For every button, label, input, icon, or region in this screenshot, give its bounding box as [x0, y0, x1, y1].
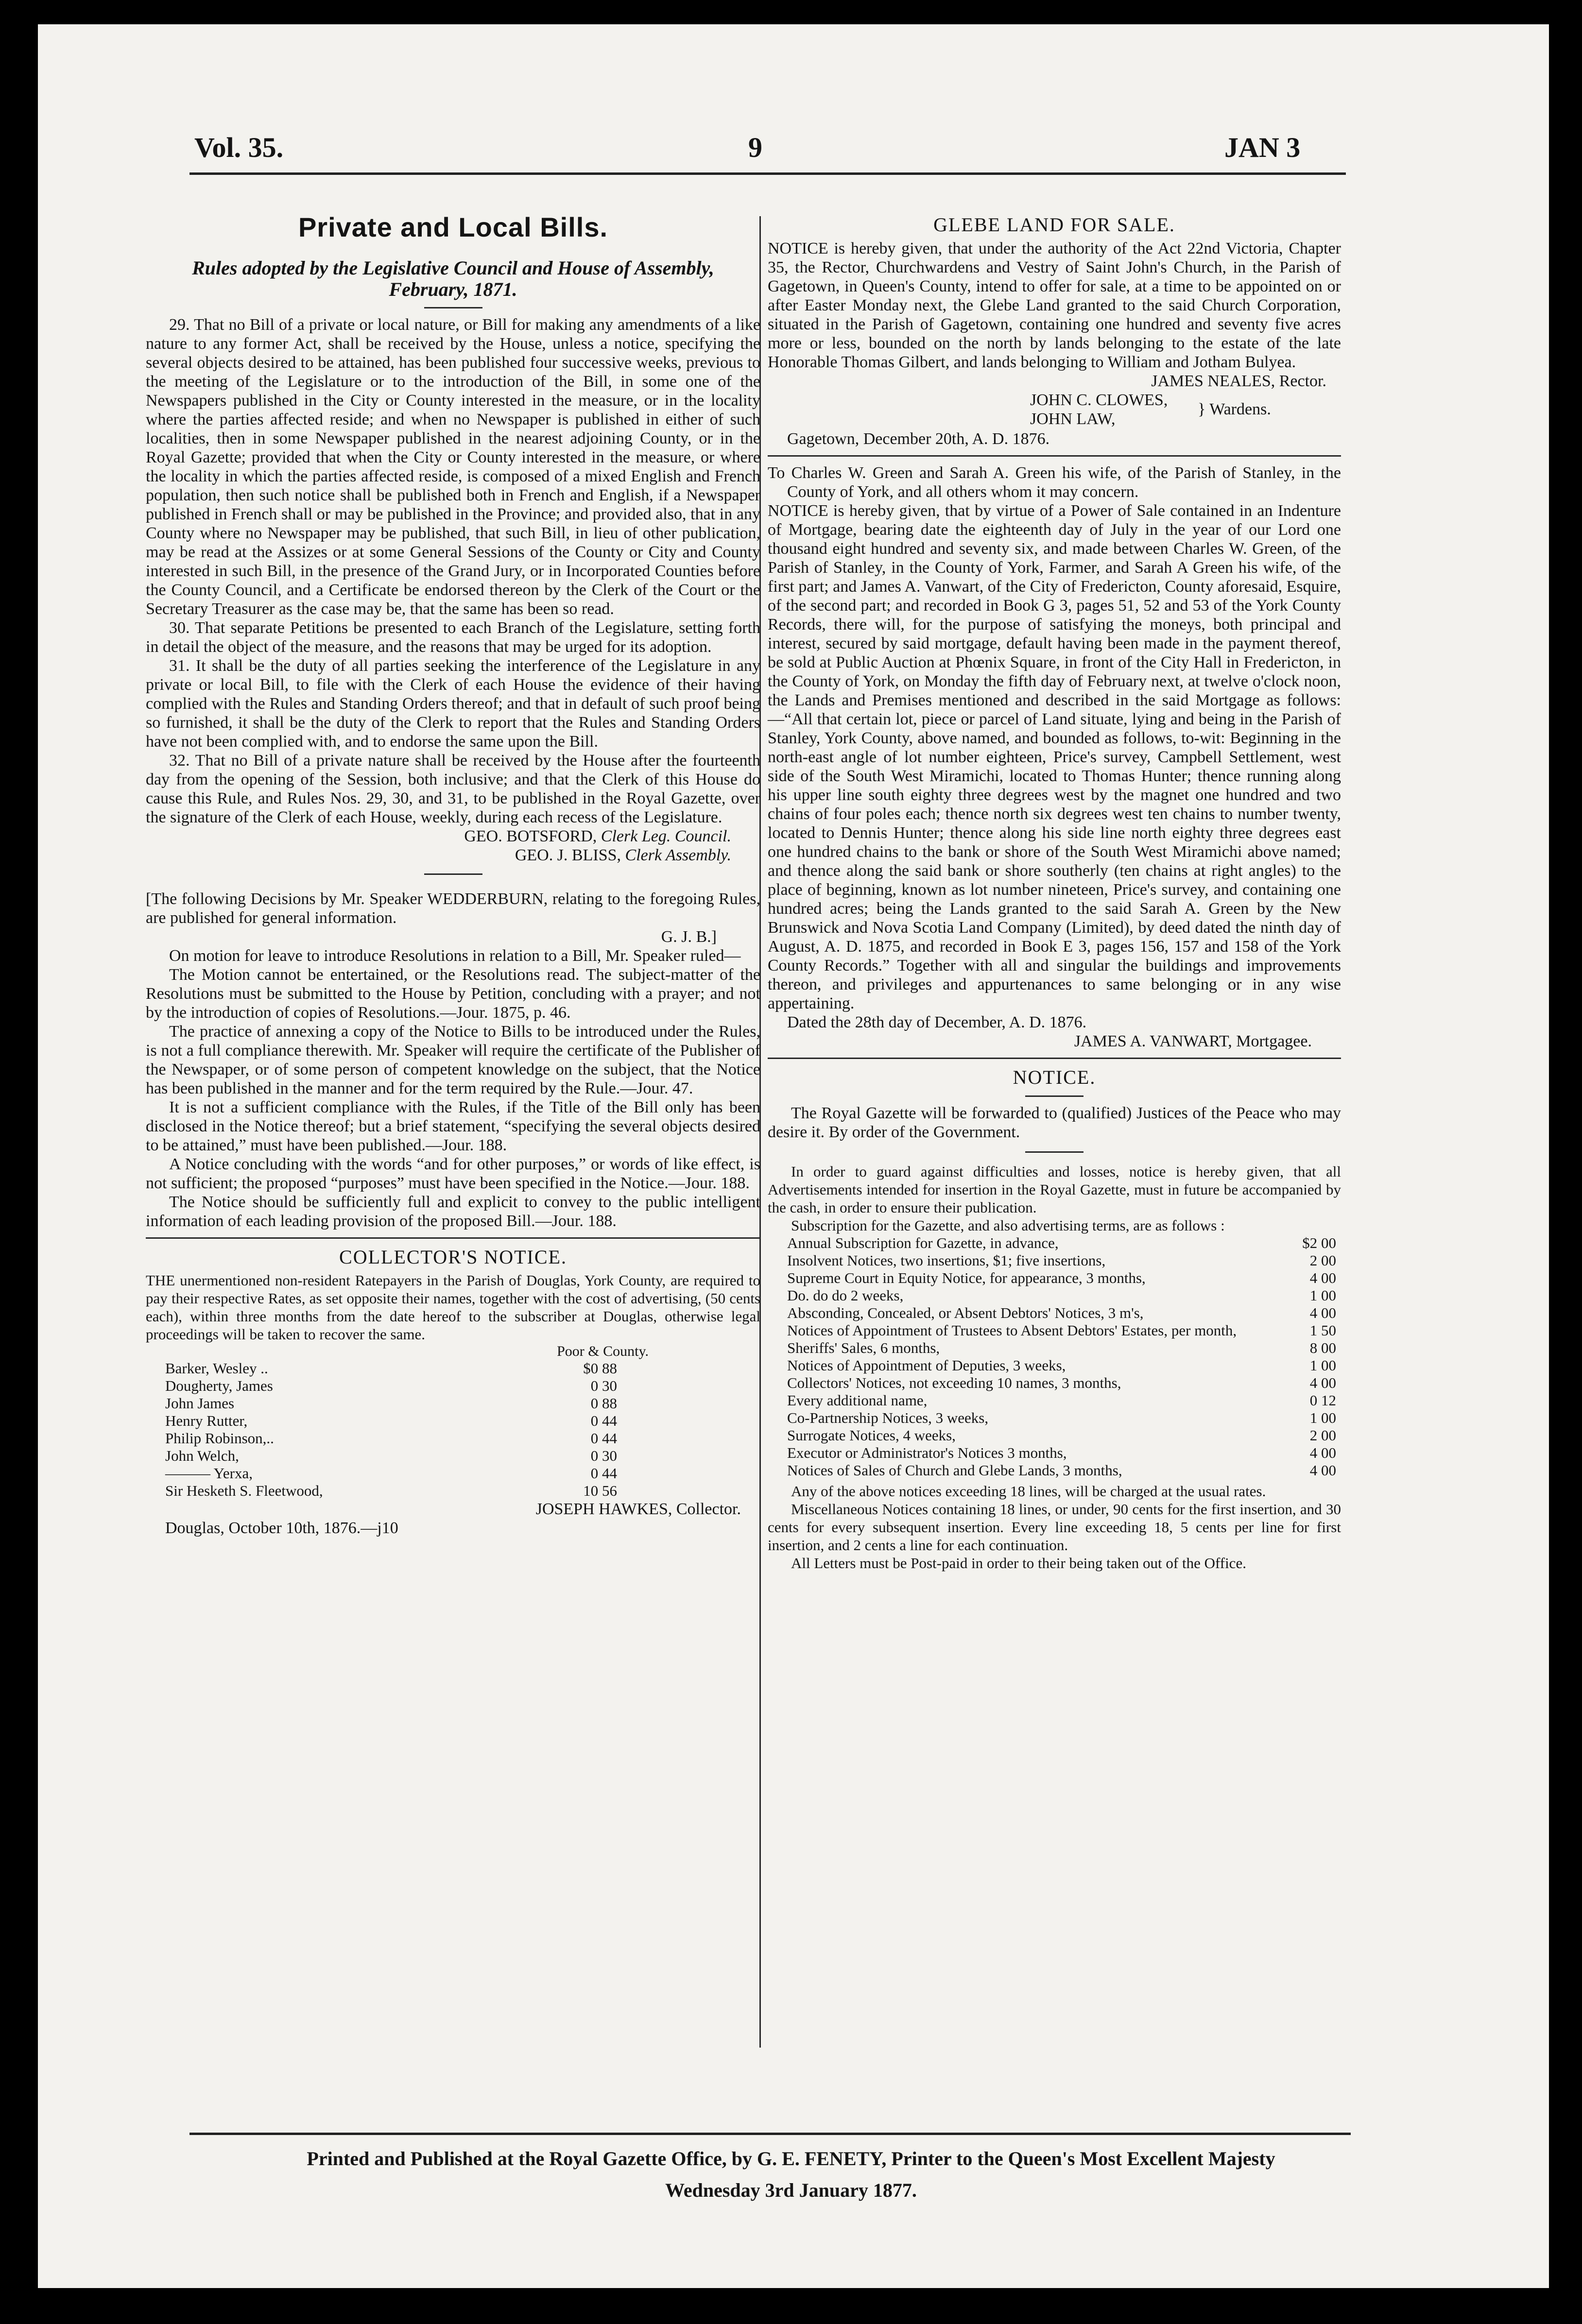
mortgagee-signature: JAMES A. VANWART, Mortgagee. [1074, 1032, 1312, 1050]
mortgage-addressee: To Charles W. Green and Sarah A. Green his wife, of the Parish of Stanley, in the County of York, and all others whom it may concern. [768, 464, 1341, 501]
ratepayer-amount: $0 88 [583, 1360, 617, 1377]
glebe-rector: JAMES NEALES, Rector. [1151, 372, 1326, 390]
collector-date: Douglas, October 10th, 1876.—j10 [165, 1519, 398, 1537]
rate-item: Notices of Appointment of Trustees to Absent Debtors' Estates, per month, [787, 1322, 1237, 1339]
guard-notice: In order to guard against difficulties and losses, notice is hereby given, that all Advertisements intended for insertion in the Royal Gazette, must in future be accompanied by the cash, in order to ensure their publication. [768, 1163, 1341, 1216]
ratepayer-name: Sir Hesketh S. Fleetwood, [165, 1482, 323, 1499]
mortgage-notice-text: NOTICE is hereby given, that by virtue of a Power of Sale contained in an Indenture of Mortgage, bearing date the eighteenth day of July in the year of our Lord one thousand eight hundred and seventy six, and made between Charles W. Green, of the Parish of Stanley, in the County of York, Farmer, and Sarah A Green his wife, of the first part; and James A. Vanwart, of the City of Fredericton, County aforesaid, Esquire, of the second part; and recorded in Book G 3, pages 51, 52 and 53 of the York County Records, there will, for the purpose of satisfying the moneys, both principal and interest, secured by said mortgage, default having been made in the payment thereof, be sold at Public Auction at Phœnix Square, in front of the City Hall in Fredericton, in the County of York, on Monday the fifth day of February next, at twelve o'clock noon, the Lands and Premises mentioned and described in the said Mortgage as follows:—“All that certain lot, piece or parcel of Land situate, lying and being in the Parish of Stanley, York County, above named, and bounded as follows, to-wit: Beginning in the north-east angle of lot number eighteen, Price's survey, Campbell Settlement, west side of the South West Miramichi, located to Thomas Hunter; thence running along his upper line south eighty three degrees west by the magnet one hundred and two chains of four poles each; thence north six degrees west ten chains to number twenty, located to Dennis Hunter; thence along his side line north eighty three degrees east one hundred chains to the bank or shore of the South West Miramichi above named; and thence along the said bank or shore southerly (ten chains at right angles) to the place of beginning, known as lot number nineteen, Price's survey, and containing one hundred acres; being the Lands granted to the said Sarah A. Green by the New Brunswick and Nova Scotia Land Company (Limited), by deed dated the ninth day of August, A. D. 1875, and recorded in Book E 3, pages 156, 157 and 158 of the York County Records.” Together with all and singular the buildings and improvements thereon, and privileges and appurtenances to same belonging or in any wise appertaining. [768, 502, 1341, 1012]
divider [768, 455, 1341, 457]
rate-item: Supreme Court in Equity Notice, for appearance, 3 months, [787, 1269, 1146, 1286]
rules-subtitle: Rules adopted by the Legislative Council and House of Assembly, February, 1871. [192, 257, 714, 300]
rate-amount: 1 00 [1309, 1357, 1336, 1374]
warden-clowes: JOHN C. CLOWES, [1030, 391, 1168, 409]
rate-amount: 4 00 [1309, 1444, 1336, 1461]
collector-column-header: Poor & County. [557, 1343, 649, 1359]
rate-item: Every additional name, [787, 1392, 928, 1409]
divider [768, 1058, 1341, 1059]
table-row [165, 1360, 651, 1377]
table-row [165, 1412, 651, 1430]
collector-notice-text: THE unermentioned non-resident Ratepayers in the Parish of Douglas, York County, are required to pay their respective Rates, as set opposite their names, together with the cost of advertising, (50 cents each), within three months from the date hereof to the subscriber at Douglas, otherwise legal proceedings will be taken to recover the same. [146, 1272, 760, 1343]
ratepayer-name: Barker, Wesley .. [165, 1360, 268, 1377]
ratepayer-name: Henry Rutter, [165, 1412, 248, 1429]
warden-law: JOHN LAW, [1030, 410, 1116, 428]
rate-amount: 4 00 [1309, 1462, 1336, 1479]
rate-amount: 0 12 [1309, 1392, 1336, 1409]
table-row [165, 1377, 651, 1395]
table-row [787, 1427, 1336, 1444]
private-bills-title: Private and Local Bills. [298, 212, 608, 242]
table-row [165, 1395, 651, 1412]
table-row [787, 1392, 1336, 1409]
rate-item: Collectors' Notices, not exceeding 10 names, 3 months, [787, 1374, 1121, 1391]
table-row [787, 1339, 1336, 1357]
header-rule [189, 172, 1346, 175]
rate-item: Surrogate Notices, 4 weeks, [787, 1427, 956, 1444]
table-row [787, 1374, 1336, 1392]
subscription-intro: Subscription for the Gazette, and also advertising terms, are as follows : [791, 1217, 1225, 1234]
rate-amount: 4 00 [1309, 1269, 1336, 1286]
table-row [787, 1444, 1336, 1462]
ratepayer-amount: 10 56 [583, 1482, 617, 1499]
ratepayer-amount: 0 44 [590, 1430, 617, 1447]
divider [424, 307, 482, 308]
rate-item: Notices of Appointment of Deputies, 3 weeks, [787, 1357, 1066, 1374]
decisions-signature: G. J. B.] [661, 928, 717, 946]
ratepayer-name: Philip Robinson,.. [165, 1430, 274, 1447]
table-row [787, 1304, 1336, 1322]
volume-label: Vol. 35. [194, 132, 284, 163]
rate-item: Co-Partnership Notices, 3 weeks, [787, 1409, 989, 1426]
ratepayer-name: ——— Yerxa, [165, 1465, 253, 1482]
table-row [787, 1252, 1336, 1269]
decision-4: It is not a sufficient compliance with the Rules, if the Title of the Bill only has been disclosed in the Notice thereof; but a brief statement, “specifying the several objects desired to be attained,” must have been published.—Jour. 188. [146, 1098, 760, 1154]
signature-bliss: GEO. J. BLISS, Clerk Assembly. [515, 846, 731, 864]
divider [1025, 1151, 1083, 1153]
footer-rule [189, 2133, 1351, 2135]
rule-30: 30. That separate Petitions be presented to each Branch of the Legislature, setting forth in detail the object of the measure, and the reasons that may be urged for its adoption. [146, 619, 760, 656]
table-row [787, 1409, 1336, 1427]
glebe-date: Gagetown, December 20th, A. D. 1876. [787, 430, 1050, 448]
rate-amount: $2 00 [1302, 1234, 1336, 1251]
divider [146, 1237, 760, 1239]
advertising-rates-table [787, 1234, 1336, 1479]
ratepayer-name: John James [165, 1395, 235, 1412]
rate-item: Do. do do 2 weeks, [787, 1287, 904, 1304]
glebe-wardens-block [1030, 391, 1341, 429]
misc-notice: Miscellaneous Notices containing 18 lines, or under, 90 cents for the first insertion, and 30 cents for every subsequent insertion. Every line exceeding 18, 5 cents per line for first insertion, and 2 cents a line for each continuation. [768, 1501, 1341, 1554]
divider [424, 873, 482, 875]
rate-amount: 1 00 [1309, 1409, 1336, 1426]
gazette-justices-notice: The Royal Gazette will be forwarded to (qualified) Justices of the Peace who may desire it. By order of the Government. [768, 1104, 1341, 1141]
rate-amount: 1 50 [1309, 1322, 1336, 1339]
rule-29: 29. That no Bill of a private or local nature, or Bill for making any amendments of a like nature to any former Act, shall be received by the House, unless a notice, specifying the several objects desired to be attained, has been published four successive weeks, previous to the meeting of the Legislature or to the introduction of the Bill, in some one of the Newspapers published in the City or County interested in the measure, or in the locality where the parties affected reside; and when no Newspaper is published in either of such localities, then in some Newspaper published in the nearest adjoining County, or in the Royal Gazette; provided that when the City or County interested in the measure, or where the locality in which the parties affected reside, is composed of a mixed English and French population, then such notice shall be published both in French and English, if a Newspaper published in French shall or may be published in the Province; and provided also, that in any County where no Newspaper may be published, that such Bill, in lieu of other publication, may be read at the Assizes or at some General Sessions of the County or City and County interested in such Bill, in the presence of the Grand Jury, or in Incorporated Counties before the County Council, and a Certificate be endorsed thereon by the Clerk of the Court or the Secretary Treasurer as the case may be, that the same has been so read. [146, 316, 760, 618]
rate-amount: 8 00 [1309, 1339, 1336, 1356]
page-number: 9 [748, 132, 762, 163]
decision-5: A Notice concluding with the words “and for other purposes,” or words of like effect, is not sufficient; the proposed “purposes” must have been specified in the Notice.—Jour. 188. [146, 1155, 760, 1192]
wardens-brace: } Wardens. [1198, 400, 1271, 418]
notice-title: NOTICE. [1013, 1066, 1096, 1088]
divider [1025, 1095, 1083, 1097]
glebe-title: GLEBE LAND FOR SALE. [933, 214, 1175, 236]
ratepayer-amount: 0 88 [590, 1395, 617, 1412]
table-row [787, 1234, 1336, 1252]
rule-31: 31. It shall be the duty of all parties seeking the interference of the Legislature in any private or local Bill, to file with the Clerk of each House the evidence of their having complied with the Rules and Standing Orders thereof; and that in default of such proof being so furnished, it shall be the duty of the Clerk to report that the Rules and Standing Orders have not been complied with, and to endorse the same upon the Bill. [146, 657, 760, 751]
mortgage-date: Dated the 28th day of December, A. D. 1876. [787, 1013, 1087, 1031]
rate-amount: 2 00 [1309, 1427, 1336, 1444]
table-row [165, 1465, 651, 1482]
rule-32: 32. That no Bill of a private nature shall be received by the House after the fourteenth day from the opening of the Session, both inclusive; and that the Clerk of this House do cause this Rule, and Rules Nos. 29, 30, and 31, to be published in the Royal Gazette, over the signature of the Clerk of each House, weekly, during each recess of the Legislature. [146, 752, 760, 826]
table-row [165, 1430, 651, 1447]
ratepayer-name: John Welch, [165, 1447, 239, 1464]
ratepayer-amount: 0 44 [590, 1412, 617, 1429]
collector-signature: JOSEPH HAWKES, Collector. [535, 1500, 741, 1518]
decision-1: On motion for leave to introduce Resolutions in relation to a Bill, Mr. Speaker ruled— [169, 947, 741, 965]
signature-botsford: GEO. BOTSFORD, Clerk Leg. Council. [464, 827, 731, 845]
table-row [165, 1482, 651, 1500]
publication-date: Wednesday 3rd January 1877. [665, 2179, 917, 2201]
table-row [787, 1269, 1336, 1287]
collector-notice-title: COLLECTOR'S NOTICE. [339, 1246, 567, 1268]
letters-notice: All Letters must be Post-paid in order to their being taken out of the Office. [791, 1555, 1246, 1572]
rate-amount: 2 00 [1309, 1252, 1336, 1269]
excess-notice: Any of the above notices exceeding 18 lines, will be charged at the usual rates. [791, 1483, 1266, 1500]
right-column [768, 211, 1341, 1572]
rate-item: Annual Subscription for Gazette, in advance, [787, 1234, 1059, 1251]
ratepayer-amount: 0 44 [590, 1465, 617, 1482]
table-row [787, 1462, 1336, 1479]
decision-6: The Notice should be sufficiently full and explicit to convey to the public intelligent information of each leading provision of the proposed Bill.—Jour. 188. [146, 1193, 760, 1230]
decision-3: The practice of annexing a copy of the Notice to Bills to be introduced under the Rules, is not a full compliance therewith. Mr. Speaker will require the certificate of the Publisher of the Newspaper, or of some person of competent knowledge on the subject, that the Notice has been published in the manner and for the term required by the Rule.—Jour. 47. [146, 1023, 760, 1097]
rate-amount: 1 00 [1309, 1287, 1336, 1304]
glebe-text: NOTICE is hereby given, that under the authority of the Act 22nd Victoria, Chapter 35, the Rector, Churchwardens and Vestry of Saint John's Church, in the Parish of Gagetown, in Queen's County, intend to offer for sale, at a time to be appointed on or after Easter Monday next, the Glebe Land granted to the said Church Corporation, situated in the Parish of Gagetown, containing one hundred and seventy five acres more or less, bounded on the north by lands belonging to the estate of the late Honorable Thomas Gilbert, and lands belonging to William and Jotham Bulyea. [768, 239, 1341, 371]
table-row [165, 1447, 651, 1465]
ratepayer-table [165, 1360, 651, 1500]
rate-item: Notices of Sales of Church and Glebe Lands, 3 months, [787, 1462, 1122, 1479]
ratepayer-amount: 0 30 [590, 1447, 617, 1464]
ratepayer-amount: 0 30 [590, 1377, 617, 1394]
rate-item: Executor or Administrator's Notices 3 months, [787, 1444, 1067, 1461]
ratepayer-name: Dougherty, James [165, 1377, 273, 1394]
left-column [146, 211, 760, 1538]
rate-amount: 4 00 [1309, 1374, 1336, 1391]
printer-imprint: Printed and Published at the Royal Gazette Office, by G. E. FENETY, Printer to the Queen's Most Excellent Majesty [307, 2148, 1275, 2170]
rate-item: Insolvent Notices, two insertions, $1; five insertions, [787, 1252, 1106, 1269]
rate-item: Absconding, Concealed, or Absent Debtors' Notices, 3 m's, [787, 1304, 1144, 1321]
rate-amount: 4 00 [1309, 1304, 1336, 1321]
decision-2: The Motion cannot be entertained, or the Resolutions read. The subject-matter of the Resolutions must be submitted to the House by Petition, concluding with a prayer; and not by the introduction of copies of Resolutions.—Jour. 1875, p. 46. [146, 966, 760, 1022]
table-row [787, 1287, 1336, 1304]
decisions-intro: [The following Decisions by Mr. Speaker WEDDERBURN, relating to the foregoing Rules, are published for general information. [146, 890, 760, 927]
table-row [787, 1357, 1336, 1374]
issue-date: JAN 3 [1224, 132, 1301, 163]
table-row [787, 1322, 1336, 1339]
rate-item: Sheriffs' Sales, 6 months, [787, 1339, 940, 1356]
